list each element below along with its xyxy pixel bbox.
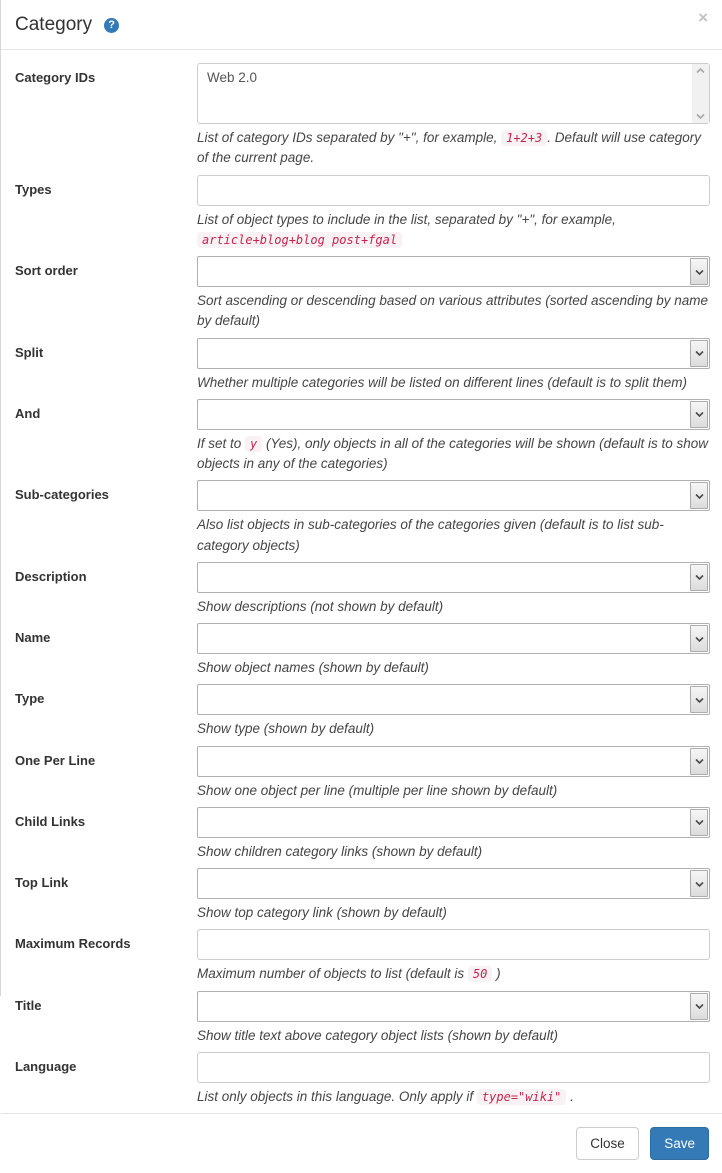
sub-categories-selected-value: [198, 481, 689, 510]
field-control-area: [197, 562, 710, 617]
field-label: Child Links: [15, 813, 86, 829]
sort-order-select[interactable]: [197, 256, 710, 287]
field-help: [197, 515, 710, 556]
field-control-area: [197, 623, 710, 678]
field-label: Maximum Records: [15, 936, 131, 952]
chevron-down-icon[interactable]: [690, 870, 708, 897]
category-ids-value: Web 2.0: [207, 70, 258, 85]
inline-code-badge: 50: [468, 966, 492, 982]
form-row: [15, 399, 710, 475]
help-text-segment: ): [492, 966, 501, 982]
chevron-down-glyph: [695, 697, 704, 703]
split-select[interactable]: [197, 338, 710, 369]
form-row: [15, 929, 710, 984]
form-row: [15, 623, 710, 678]
chevron-down-icon[interactable]: [690, 993, 708, 1020]
top-link-selected-value: [198, 869, 689, 898]
field-control-area: [197, 991, 710, 1046]
field-help: [197, 1087, 710, 1107]
page-title: Category: [15, 14, 93, 35]
title-select[interactable]: [197, 991, 710, 1022]
chevron-down-glyph: [695, 1003, 704, 1009]
title-selected-value: [198, 992, 689, 1021]
form-row: [15, 338, 710, 393]
chevron-down-icon[interactable]: [690, 482, 708, 509]
field-label: Category IDs: [15, 70, 96, 85]
inline-code-badge: type="wiki": [477, 1089, 566, 1105]
field-label: Sort order: [15, 263, 78, 278]
chevron-down-glyph: [695, 269, 704, 275]
field-control-area: [197, 256, 710, 332]
help-text-segment: List of object types to include in the list, separated by "+", for example,: [197, 211, 616, 227]
help-text-segment: Show title text above category object lists (shown by default): [197, 1027, 558, 1043]
chevron-down-icon[interactable]: [690, 686, 708, 713]
form-row: [15, 746, 710, 801]
field-control-area: [197, 746, 710, 801]
chevron-down-icon[interactable]: [690, 809, 708, 836]
field-label: Name: [15, 630, 51, 645]
chevron-down-icon[interactable]: [690, 258, 708, 285]
form-row: [15, 175, 710, 251]
help-text-segment: Show children category links (shown by default): [197, 843, 483, 859]
field-control-area: [197, 175, 710, 251]
name-select[interactable]: [197, 623, 710, 654]
field-help: [197, 210, 710, 251]
chevron-down-glyph: [695, 574, 704, 580]
help-text-segment: Show one object per line (multiple per line shown by default): [197, 782, 558, 798]
field-help: [197, 719, 710, 739]
form-row: [15, 868, 710, 923]
inline-code-badge: article+blog+blog post+fgal: [197, 232, 402, 248]
field-help: [197, 597, 710, 617]
help-text-segment: Also list objects in sub-categories of the categories given (default is to list sub-category objects): [197, 517, 664, 553]
field-help: [197, 781, 710, 801]
form-row: [15, 480, 710, 556]
scroll-down-icon: [696, 113, 705, 119]
chevron-down-glyph: [695, 350, 704, 356]
field-help: [197, 964, 710, 984]
chevron-down-glyph: [695, 636, 704, 642]
field-label: Sub-categories: [15, 487, 109, 503]
form-row: [15, 1052, 710, 1107]
chevron-down-icon[interactable]: [690, 401, 708, 428]
form-row: [15, 684, 710, 739]
field-control-area: [197, 1052, 710, 1107]
inline-code-badge: y: [245, 436, 262, 452]
help-text-segment: Maximum number of objects to list (default is: [197, 966, 468, 982]
help-text-segment: Sort ascending or descending based on various attributes (sorted ascending by name by default): [197, 293, 709, 329]
and-selected-value: [198, 400, 689, 429]
field-control-area: [197, 807, 710, 862]
category-ids-textarea[interactable]: [197, 63, 710, 124]
field-label: Description: [15, 568, 87, 584]
name-selected-value: [198, 624, 689, 653]
one-per-line-select[interactable]: [197, 746, 710, 777]
split-selected-value: [198, 339, 689, 368]
field-help: [197, 658, 710, 678]
description-selected-value: [198, 563, 689, 592]
field-control-area: [197, 480, 710, 556]
form-row: [15, 63, 710, 169]
field-label: Types: [15, 181, 52, 197]
form-row: [15, 562, 710, 617]
chevron-down-icon[interactable]: [690, 625, 708, 652]
help-text-segment: Whether multiple categories will be listed on different lines (default is to split them): [197, 374, 687, 390]
help-text-segment: .: [566, 1088, 574, 1104]
field-control-area: [197, 929, 710, 984]
save-button[interactable]: Save: [650, 1127, 709, 1160]
field-help: [197, 842, 710, 862]
form-body: [1, 50, 722, 1113]
help-icon[interactable]: ?: [104, 18, 119, 33]
type-select[interactable]: [197, 684, 710, 715]
form-row: [15, 807, 710, 862]
help-text-segment: Show descriptions (not shown by default): [197, 598, 444, 614]
field-label: Title: [15, 997, 42, 1013]
top-link-select[interactable]: [197, 868, 710, 899]
close-icon[interactable]: ×: [698, 8, 708, 27]
help-text-segment: Show object names (shown by default): [197, 660, 429, 675]
child-links-selected-value: [198, 808, 689, 837]
modal-footer: [1, 1113, 722, 1173]
help-text-segment: Show type (shown by default): [197, 721, 375, 737]
field-help: [197, 903, 710, 923]
help-text-segment: If set to: [197, 435, 246, 451]
form-row: [15, 256, 710, 332]
field-label: One Per Line: [15, 752, 96, 768]
help-text-segment: List of category IDs separated by "+", for example,: [197, 130, 502, 145]
field-control-area: [197, 684, 710, 739]
types-input[interactable]: [197, 175, 710, 206]
maximum-records-input[interactable]: [197, 929, 710, 960]
scroll-up-icon: [696, 68, 705, 74]
chevron-down-icon[interactable]: [690, 340, 708, 367]
help-text-segment: List only objects in this language. Only apply if: [197, 1088, 477, 1104]
help-text-segment: (Yes), only objects in all of the categories will be shown (default is to show objects in any of the categories): [197, 435, 708, 471]
field-label: Type: [15, 691, 45, 707]
textarea-scrollbar[interactable]: [692, 64, 709, 123]
chevron-down-glyph: [695, 493, 704, 499]
help-text-segment: Show top category link (shown by default): [197, 905, 447, 920]
field-control-area: [197, 63, 710, 169]
field-help: [197, 128, 710, 169]
field-control-area: [197, 868, 710, 923]
chevron-down-glyph: [695, 819, 704, 825]
sub-categories-select[interactable]: [197, 480, 710, 511]
child-links-select[interactable]: [197, 807, 710, 838]
field-label: Split: [15, 344, 44, 360]
chevron-down-icon[interactable]: [690, 748, 708, 775]
field-control-area: [197, 338, 710, 393]
modal-header: [1, 0, 722, 50]
sort-order-selected-value: [198, 257, 689, 286]
help-text-segment: . Default will use category of the current page.: [197, 130, 702, 166]
field-help: [197, 434, 710, 475]
type-selected-value: [198, 685, 689, 714]
field-help: [197, 1026, 710, 1046]
field-control-area: [197, 399, 710, 475]
field-label: Top Link: [15, 875, 69, 890]
description-select[interactable]: [197, 562, 710, 593]
field-label: And: [15, 405, 41, 421]
language-input[interactable]: [197, 1052, 710, 1083]
and-select[interactable]: [197, 399, 710, 430]
chevron-down-glyph: [695, 411, 704, 417]
close-button[interactable]: Close: [576, 1127, 639, 1160]
field-label: Language: [15, 1058, 77, 1074]
inline-code-badge: 1+2+3: [501, 130, 547, 146]
chevron-down-glyph: [695, 881, 704, 887]
chevron-down-icon[interactable]: [690, 564, 708, 591]
form-row: [15, 991, 710, 1046]
field-help: [197, 373, 710, 393]
one-per-line-selected-value: [198, 747, 689, 776]
field-help: [197, 291, 710, 332]
chevron-down-glyph: [695, 758, 704, 764]
